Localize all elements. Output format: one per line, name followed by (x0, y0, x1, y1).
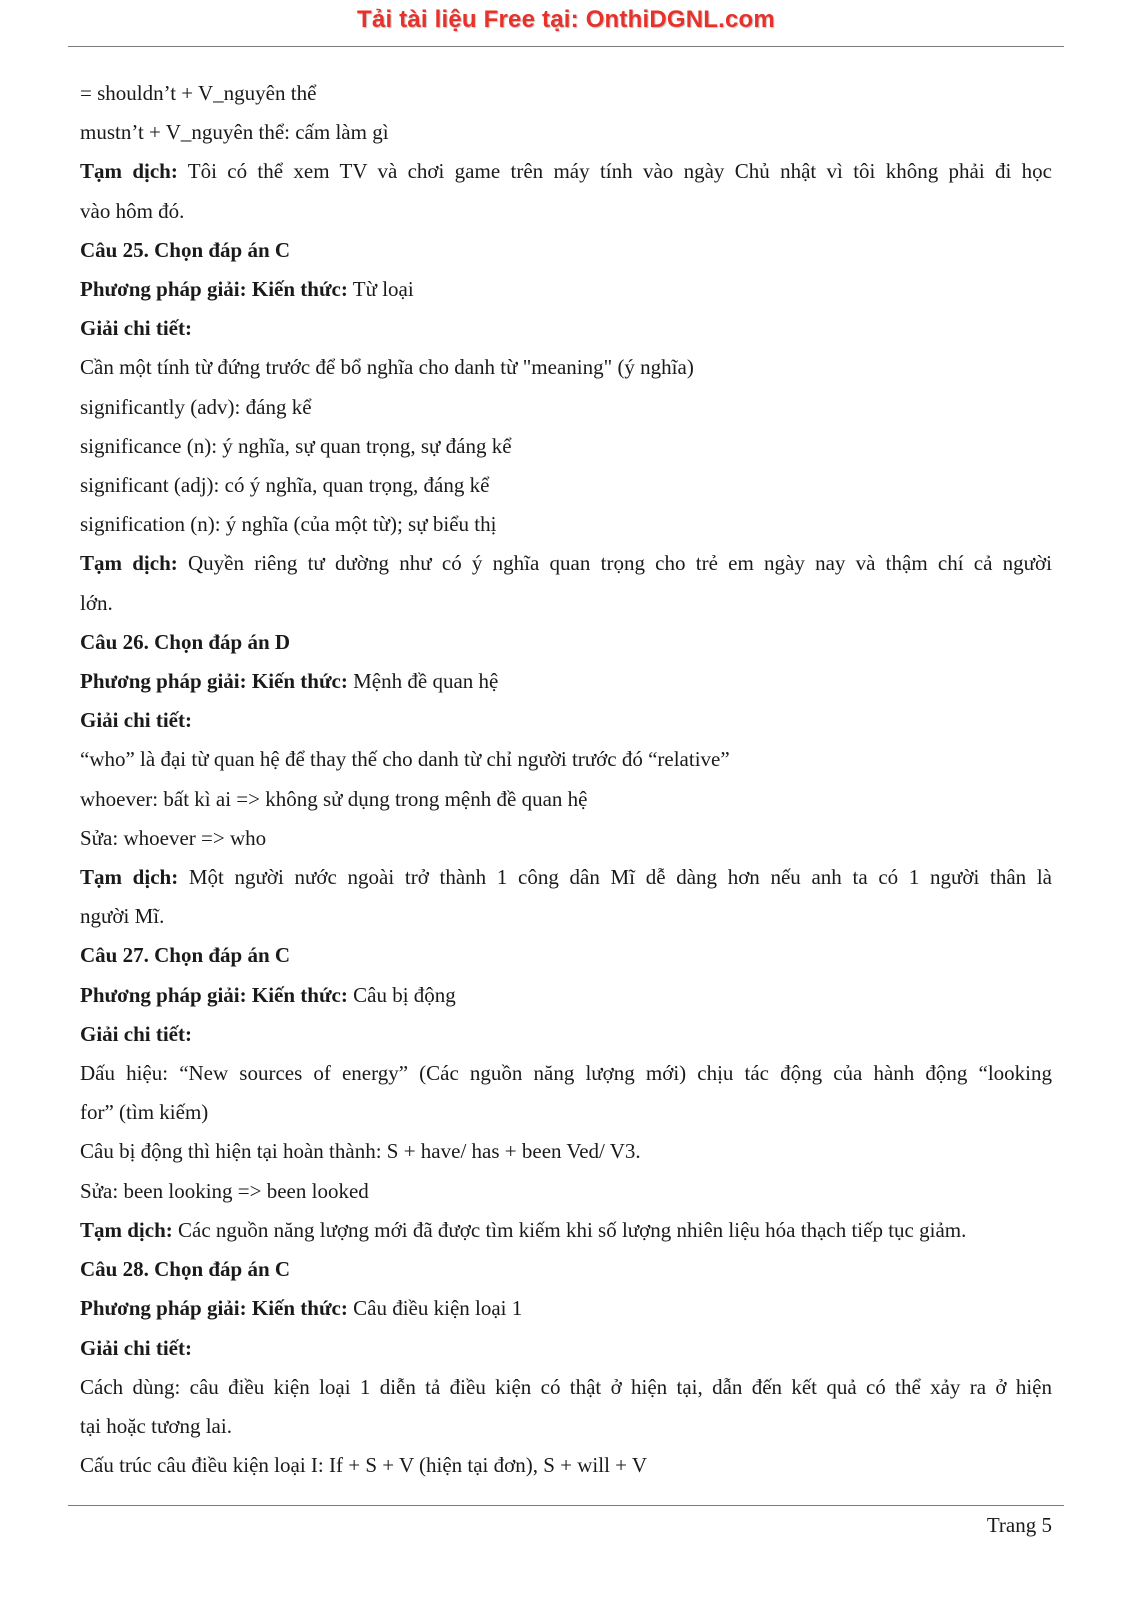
text-line (80, 466, 1052, 505)
bold-label: Giải chi tiết: (80, 1021, 192, 1046)
line-text: whoever: bất kì ai => không sử dụng trong mệnh đề quan hệ (80, 786, 588, 811)
line-text: Cấu trúc câu điều kiện loại I: If + S + V (hiện tại đơn), S + will + V (80, 1453, 648, 1478)
text-line (80, 1250, 1052, 1289)
header-divider (68, 46, 1064, 47)
bold-label: Tạm dịch: (80, 865, 179, 890)
bold-label: Phương pháp giải: Kiến thức: (80, 982, 348, 1007)
bold-label: Giải chi tiết: (80, 1335, 192, 1360)
line-text: significantly (adv): đáng kể (80, 394, 312, 419)
text-line (80, 74, 1052, 113)
document-body (80, 74, 1052, 1485)
line-text: Sửa: whoever => who (80, 825, 267, 850)
line-text: Quyền riêng tư dường như có ý nghĩa quan trọng cho trẻ em ngày nay và thậm chí cả người (177, 551, 1052, 576)
line-text: Tôi có thể xem TV và chơi game trên máy tính vào ngày Chủ nhật vì tôi không phải đi học (177, 159, 1053, 184)
bold-label: Tạm dịch: (80, 551, 178, 576)
question-heading: Câu 25. Chọn đáp án C (80, 237, 291, 262)
line-text: signification (n): ý nghĩa (của một từ); sự biểu thị (80, 512, 497, 537)
text-line (80, 1329, 1052, 1368)
line-text: for” (tìm kiếm) (80, 1100, 209, 1125)
text-line (80, 897, 1052, 936)
line-text: Sửa: been looking => been looked (80, 1178, 369, 1203)
text-line (80, 623, 1052, 662)
question-heading: Câu 26. Chọn đáp án D (80, 629, 291, 654)
text-line (80, 584, 1052, 623)
bold-label: Phương pháp giải: Kiến thức: (80, 669, 348, 694)
text-line (80, 1211, 1052, 1250)
text-line (80, 1132, 1052, 1171)
text-line (80, 152, 1052, 191)
text-line (80, 1407, 1052, 1446)
text-line (80, 1015, 1052, 1054)
line-text: tại hoặc tương lai. (80, 1413, 232, 1438)
text-line (80, 113, 1052, 152)
text-line (80, 309, 1052, 348)
line-text: = shouldn’t + V_nguyên thể (80, 81, 317, 105)
text-line (80, 192, 1052, 231)
text-line (80, 1172, 1052, 1211)
line-text: Mệnh đề quan hệ (347, 669, 499, 694)
question-heading: Câu 28. Chọn đáp án C (80, 1257, 291, 1282)
text-line (80, 1093, 1052, 1132)
line-text: significant (adj): có ý nghĩa, quan trọng, đáng kể (80, 473, 490, 498)
header-source-link-text[interactable]: Tải tài liệu Free tại: OnthiDGNL.com (357, 6, 775, 33)
text-line (80, 936, 1052, 975)
line-text: Các nguồn năng lượng mới đã được tìm kiếm khi số lượng nhiên liệu hóa thạch tiếp tục giảm. (172, 1217, 967, 1242)
text-line (80, 1054, 1052, 1093)
bold-label: Giải chi tiết: (80, 708, 192, 733)
line-text: Cần một tính từ đứng trước để bổ nghĩa cho danh từ "meaning" (ý nghĩa) (80, 355, 694, 380)
text-line (80, 819, 1052, 858)
text-line (80, 427, 1052, 466)
question-heading: Câu 27. Chọn đáp án C (80, 943, 291, 968)
bold-label: Tạm dịch: (80, 159, 178, 184)
bold-label: Giải chi tiết: (80, 316, 192, 341)
line-text: Một người nước ngoài trở thành 1 công dân Mĩ dễ dàng hơn nếu anh ta có 1 người thân là (178, 865, 1052, 890)
text-line (80, 780, 1052, 819)
text-line (80, 1368, 1052, 1407)
line-text: mustn’t + V_nguyên thể: cấm làm gì (80, 120, 389, 145)
text-line (80, 976, 1052, 1015)
line-text: Câu điều kiện loại 1 (347, 1296, 523, 1321)
line-text: vào hôm đó. (80, 198, 185, 223)
bold-label: Tạm dịch: (80, 1217, 173, 1242)
text-line (80, 701, 1052, 740)
line-text: Câu bị động (347, 982, 456, 1007)
text-line (80, 505, 1052, 544)
line-text: Câu bị động thì hiện tại hoàn thành: S + have/ has + been Ved/ V3. (80, 1139, 641, 1164)
footer-divider (68, 1505, 1064, 1506)
text-line (80, 662, 1052, 701)
text-line (80, 231, 1052, 270)
text-line (80, 858, 1052, 897)
text-line (80, 1446, 1052, 1485)
line-text: “who” là đại từ quan hệ để thay thế cho danh từ chỉ người trước đó “relative” (80, 747, 730, 772)
line-text: Dấu hiệu: “New sources of energy” (Các nguồn năng lượng mới) chịu tác động của hành động “looking (80, 1061, 1052, 1086)
page-number: Trang 5 (986, 1513, 1052, 1537)
line-text: người Mĩ. (80, 904, 165, 929)
text-line (80, 1289, 1052, 1328)
line-text: significance (n): ý nghĩa, sự quan trọng, sự đáng kể (80, 433, 512, 458)
text-line (80, 544, 1052, 583)
text-line (80, 348, 1052, 387)
line-text: lớn. (80, 590, 113, 615)
text-line (80, 270, 1052, 309)
line-text: Cách dùng: câu điều kiện loại 1 diễn tả điều kiện có thật ở hiện tại, dẫn đến kết quả có thể xảy ra ở hiện (80, 1374, 1052, 1399)
text-line (80, 740, 1052, 779)
bold-label: Phương pháp giải: Kiến thức: (80, 1296, 348, 1321)
bold-label: Phương pháp giải: Kiến thức: (80, 277, 348, 302)
text-line (80, 388, 1052, 427)
line-text: Từ loại (347, 277, 414, 302)
page-header (0, 0, 1132, 50)
